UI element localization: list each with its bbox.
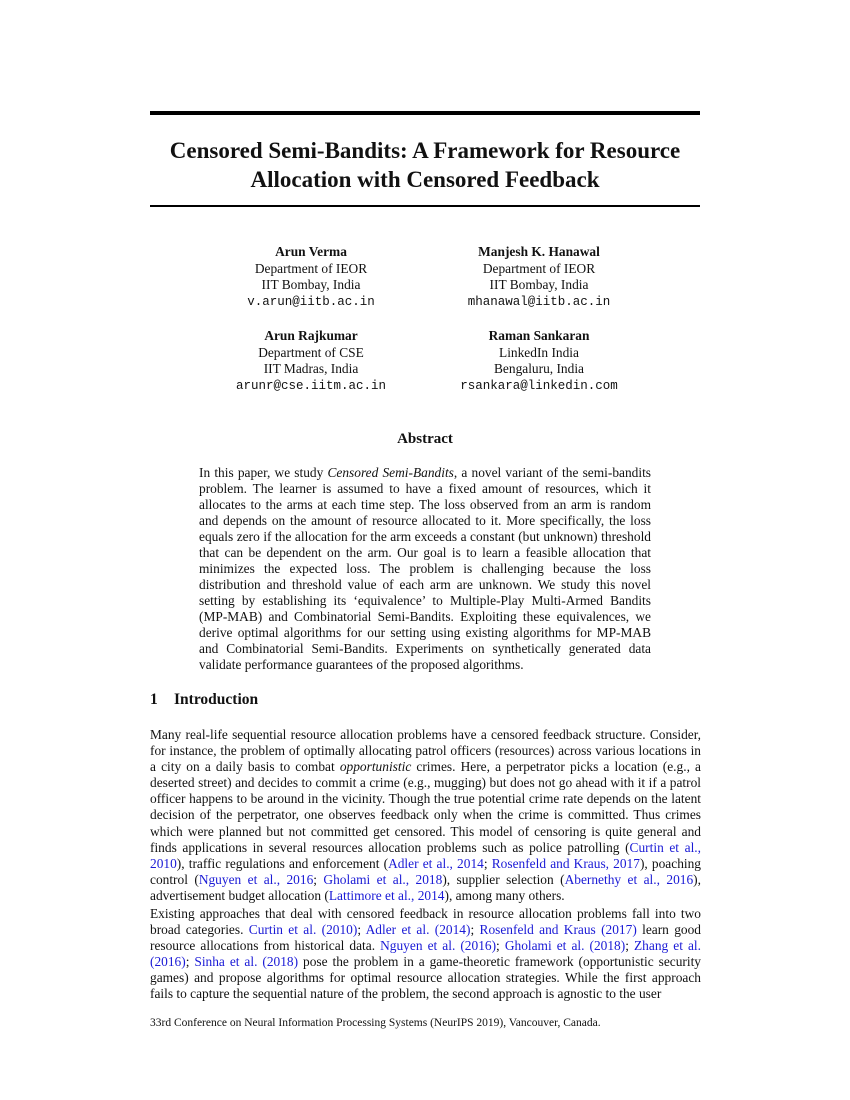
section-title: Introduction	[174, 691, 259, 708]
citation-link[interactable]: Curtin et al., 2010	[150, 839, 701, 871]
text-run: pose the problem in a game-theoretic framework (opportunistic security games) and propose algorithms for optimal resource allocation strategies. While the first approach fails to capture the sequential nature of the problem, the second approach is agnostic to the user	[150, 954, 701, 1002]
text-run: ), traffic regulations and enforcement (	[176, 855, 389, 871]
author-block	[419, 328, 659, 394]
text-run: ;	[625, 938, 634, 954]
author-dept: LinkedIn India	[499, 344, 579, 360]
author-email[interactable]: v.arun@iitb.ac.in	[247, 294, 375, 309]
author-inst: IIT Bombay, India	[489, 277, 589, 292]
title-bottom-rule	[150, 205, 700, 207]
author-inst: IIT Madras, India	[263, 361, 359, 376]
author-dept: Department of IEOR	[254, 260, 368, 276]
author-block	[191, 244, 431, 310]
text-run: Existing approaches that deal with censored feedback in resource allocation problems fall into two broad categories.	[150, 906, 701, 938]
author-dept: Department of CSE	[258, 344, 364, 360]
section-heading	[150, 691, 258, 709]
author-block	[419, 244, 659, 310]
text-run: crimes. Here, a perpetrator picks a location (e.g., a deserted street) and decides to commit a crime (e.g., mugging) but does not go ahead with it if a patrol officer happens to be around in the vicinity. Though the true potential crime rate depends on the latent decision of the perpetrator, one observes feedback only when the crime is committed. Thus crimes which were planned but not committed get censored. This model of censoring is quite general and finds applications in several resources allocation problems such as police patrolling (	[150, 759, 702, 855]
text-run: ;	[313, 871, 324, 887]
text-run: ), advertisement budget allocation (	[150, 871, 701, 903]
text-run: ;	[357, 922, 366, 938]
abstract-text	[199, 465, 651, 673]
text-run: ;	[483, 855, 492, 871]
author-email[interactable]: arunr@cse.iitm.ac.in	[235, 378, 387, 393]
text-run: ;	[185, 954, 195, 970]
author-name: Arun Rajkumar	[264, 328, 358, 343]
citation-link[interactable]: Nguyen et al. (2016)	[380, 938, 497, 954]
title-top-rule	[150, 111, 700, 115]
section-number: 1	[150, 691, 158, 708]
citation-link[interactable]: Rosenfeld and Kraus (2017)	[479, 922, 637, 938]
citation-link[interactable]: Nguyen et al., 2016	[198, 871, 314, 887]
author-email[interactable]: rsankara@linkedin.com	[460, 378, 618, 393]
intro-paragraph-2	[150, 906, 701, 1003]
abstract-heading: Abstract	[397, 431, 453, 447]
text-run: ), among many others.	[444, 887, 565, 903]
title-line-2: Allocation with Censored Feedback	[250, 167, 600, 192]
abstract-part: , a novel variant of the semi-bandits problem. The learner is assumed to have a fixed amount of resources, which it allocates to the arms at each time step. The loss observed from an arm is random and depends on the amount of resource allocated to it. More specifically, the loss equals zero if the allocation for the arm exceeds a constant (but unknown) threshold that can be dependent on the arm. Our goal is to learn a feasible allocation that minimizes the expected loss. The problem is challenging because the loss distribution and threshold value of each arm are unknown. We study this novel setting by establishing its ‘equivalence’ to Multiple-Play Multi-Armed Bandits (MP-MAB) and Combinatorial Semi-Bandits. Exploiting these equivalences, we derive optimal algorithms for our setting using existing algorithms for MP-MAB and Combinatorial Semi-Bandits. Experiments on synthetically generated data validate performance guarantees of the proposed algorithms.	[199, 465, 652, 672]
citation-link[interactable]: Rosenfeld and Kraus, 2017	[491, 855, 640, 871]
author-email[interactable]: mhanawal@iitb.ac.in	[467, 294, 611, 309]
text-run: ;	[496, 938, 505, 954]
citation-link[interactable]: Zhang et al. (2016)	[150, 938, 701, 970]
citation-link[interactable]: Sinha et al. (2018)	[194, 954, 299, 970]
citation-link[interactable]: Gholami et al., 2018	[323, 871, 443, 887]
citation-link[interactable]: Adler et al., 2014	[388, 855, 484, 871]
author-name: Arun Verma	[275, 244, 347, 259]
author-name: Raman Sankaran	[488, 328, 590, 343]
abstract-part: In this paper, we study	[199, 465, 328, 480]
text-run: learn good resource allocations from historical data.	[150, 922, 701, 954]
text-emphasis: opportunistic	[339, 759, 412, 775]
intro-paragraph-1	[150, 727, 701, 904]
citation-link[interactable]: Gholami et al. (2018)	[504, 938, 626, 954]
text-run: ;	[470, 922, 480, 938]
citation-link[interactable]: Adler et al. (2014)	[365, 922, 471, 938]
title-line-1: Censored Semi-Bandits: A Framework for Resource	[169, 138, 681, 163]
citation-link[interactable]: Abernethy et al., 2016	[564, 871, 694, 887]
citation-link[interactable]: Lattimore et al., 2014	[328, 887, 445, 903]
author-inst: IIT Bombay, India	[261, 277, 361, 292]
text-run: ), poaching control (	[150, 855, 702, 887]
author-block	[191, 328, 431, 394]
author-name: Manjesh K. Hanawal	[478, 244, 600, 259]
text-run: ), supplier selection (	[442, 871, 565, 887]
citation-link[interactable]: Curtin et al. (2010)	[248, 922, 358, 938]
conference-footnote: 33rd Conference on Neural Information Processing Systems (NeurIPS 2019), Vancouver, Canada.	[150, 1017, 601, 1029]
abstract-emphasis: Censored Semi-Bandits	[327, 465, 454, 480]
text-run: Many real-life sequential resource allocation problems have a censored feedback structure. Consider, for instance, the problem of optimally allocating patrol officers (resources) across various locations in a city on a daily basis to combat	[150, 727, 701, 775]
author-inst: Bengaluru, India	[494, 361, 584, 376]
paper-title	[150, 136, 700, 194]
author-dept: Department of IEOR	[482, 260, 596, 276]
